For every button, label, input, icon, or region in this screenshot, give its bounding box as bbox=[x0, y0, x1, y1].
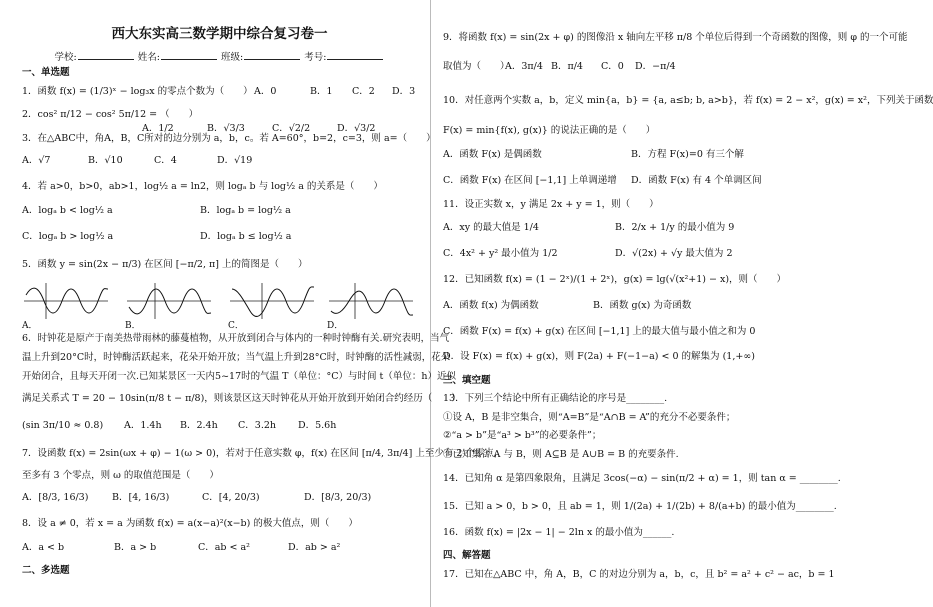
question-10-line-2: F(x) = min{f(x), g(x)} 的说法正确的是（ ） bbox=[443, 125, 656, 136]
q7-option-a[interactable]: A．[8/3, 16/3) bbox=[22, 492, 89, 503]
right-column bbox=[443, 0, 933, 607]
q2-option-b[interactable]: B．√3/3 bbox=[207, 123, 245, 134]
section-single-choice: 一、单选题 bbox=[22, 67, 70, 78]
q8-option-a[interactable]: A．a < b bbox=[22, 542, 65, 553]
school-label: 学校: bbox=[54, 52, 77, 63]
q4-option-a[interactable]: A．logₐ b < log½ a bbox=[22, 205, 113, 216]
q12-option-b[interactable]: B．函数 g(x) 为奇函数 bbox=[593, 300, 692, 311]
q7-option-c[interactable]: C．[4, 20/3) bbox=[202, 492, 260, 503]
q3-option-b[interactable]: B．√10 bbox=[88, 155, 123, 166]
question-6-hint: (sin 3π/10 ≈ 0.8) bbox=[22, 420, 104, 431]
q4-option-d[interactable]: D．logₐ b ≤ log½ a bbox=[200, 231, 292, 242]
section-multiple-choice: 二、多选题 bbox=[22, 565, 70, 576]
q6-option-b[interactable]: B．2.4h bbox=[180, 420, 218, 431]
q12-option-a[interactable]: A．函数 f(x) 为偶函数 bbox=[443, 300, 539, 311]
question-6-line-2: 温上升到20°C时，时钟酶活跃起来，花朵开始开放；当气温上升到28°C时，时钟酶的活性减弱，花朵 bbox=[22, 352, 451, 363]
q2-option-c[interactable]: C．√2/2 bbox=[272, 123, 311, 134]
question-5: 5．函数 y = sin(2x − π/3) 在区间 [−π/2, π] 上的简图是（ ） bbox=[22, 259, 308, 270]
question-17: 17．已知在△ABC 中，角 A，B，C 的对边分别为 a，b，c，且 b² = a² + c² − ac，b = 1 bbox=[443, 569, 835, 580]
q1-option-d[interactable]: D．3 bbox=[392, 86, 416, 97]
class-blank[interactable] bbox=[244, 50, 300, 60]
school-blank[interactable] bbox=[78, 50, 134, 60]
question-7-line-2: 至多有 3 个零点，则 ω 的取值范围是（ ） bbox=[22, 470, 219, 481]
question-4: 4．若 a>0，b>0，ab>1，log½ a = ln2，则 logₐ b 与 log½ a 的关系是（ ） bbox=[22, 181, 383, 192]
q10-option-d[interactable]: D．函数 F(x) 有 4 个单调区间 bbox=[631, 175, 762, 186]
section-fill-in: 三、填空题 bbox=[443, 375, 491, 386]
exam-number-label: 考号: bbox=[304, 52, 327, 63]
q5-label-d: D． bbox=[327, 321, 344, 331]
sine-graph-b bbox=[125, 281, 213, 321]
q11-option-d[interactable]: D．√(2x) + √y 最大值为 2 bbox=[615, 248, 733, 259]
q6-option-d[interactable]: D．5.6h bbox=[298, 420, 337, 431]
q1-option-a[interactable]: A．0 bbox=[254, 86, 277, 97]
q11-option-a[interactable]: A．xy 的最大值是 1/4 bbox=[443, 222, 539, 233]
q13-statement-2: ②“a > b”是“a³ > b³”的必要条件”； bbox=[443, 430, 602, 441]
q13-statement-1: ①设 A，B 是非空集合，则“A=B”是“A∩B = A”的充分不必要条件； bbox=[443, 412, 736, 423]
sine-graph-a bbox=[22, 281, 110, 321]
q5-label-b: B． bbox=[125, 321, 141, 331]
q12-option-c[interactable]: C．函数 F(x) = f(x) + g(x) 在区间 [−1,1] 上的最大值与最小值之和为 0 bbox=[443, 326, 756, 337]
question-6-line-3: 开始闭合，且每天开闭一次.已知某景区一天内5~17时的气温 T（单位：°C）与时间 t（单位：h）近似 bbox=[22, 371, 456, 382]
q8-option-d[interactable]: D．ab > a² bbox=[288, 542, 341, 553]
q5-graph-b[interactable] bbox=[125, 281, 213, 331]
exam-number-blank[interactable] bbox=[327, 50, 383, 60]
question-11: 11．设正实数 x，y 满足 2x + y = 1，则（ ） bbox=[443, 199, 659, 210]
q5-label-c: C． bbox=[228, 321, 244, 331]
question-9-line-1: 9．将函数 f(x) = sin(2x + φ) 的图像沿 x 轴向左平移 π/8 个单位后得到一个奇函数的图像，则 φ 的一个可能 bbox=[443, 32, 908, 43]
q5-graphs bbox=[22, 281, 417, 331]
q4-option-b[interactable]: B．logₐ b = log½ a bbox=[200, 205, 291, 216]
q1-option-b[interactable]: B．1 bbox=[310, 86, 333, 97]
question-6-line-1: 6．时钟花是原产于南美热带雨林的藤蔓植物，从开放到闭合与体内的一种时钟酶有关.研究表明，当气 bbox=[22, 333, 450, 344]
q2-option-a[interactable]: A．1/2 bbox=[142, 123, 174, 134]
q7-option-d[interactable]: D．[8/3, 20/3) bbox=[304, 492, 372, 503]
q9-option-b[interactable]: B．π/4 bbox=[551, 61, 583, 72]
q9-option-d[interactable]: D．−π/4 bbox=[635, 61, 676, 72]
q12-option-d[interactable]: D．设 F(x) = f(x) + g(x)，则 F(2a) + F(−1−a) < 0 的解集为 (1,+∞) bbox=[443, 351, 755, 362]
q9-option-a[interactable]: A．3π/4 bbox=[505, 61, 543, 72]
q8-option-c[interactable]: C．ab < a² bbox=[198, 542, 250, 553]
sine-graph-c bbox=[228, 281, 316, 321]
question-8: 8．设 a ≠ 0，若 x = a 为函数 f(x) = a(x−a)²(x−b) 的极大值点，则（ ） bbox=[22, 518, 358, 529]
q13-statement-3: ③已知集合 A 与 B，则 A⊆B 是 A∪B = B 的充要条件. bbox=[443, 449, 679, 460]
question-15: 15．已知 a > 0，b > 0，且 ab = 1，则 1/(2a) + 1/(2b) + 8/(a+b) 的最小值为________. bbox=[443, 501, 837, 512]
q5-graph-a[interactable] bbox=[22, 281, 110, 331]
q11-option-b[interactable]: B．2/x + 1/y 的最小值为 9 bbox=[615, 222, 735, 233]
question-7-line-1: 7．设函数 f(x) = 2sin(ωx + φ) − 1(ω > 0)，若对于任意实数 φ，f(x) 在区间 [π/4, 3π/4] 上至少有 2 个零点， bbox=[22, 448, 504, 459]
question-9-line-2: 取值为（ ） bbox=[443, 61, 510, 72]
q5-graph-d[interactable] bbox=[327, 281, 415, 331]
column-divider bbox=[430, 0, 431, 607]
question-16: 16．函数 f(x) = |2x − 1| − 2ln x 的最小值为______. bbox=[443, 527, 675, 538]
question-10-line-1: 10．对任意两个实数 a，b，定义 min{a，b} = {a, a≤b; b, a>b}，若 f(x) = 2 − x²，g(x) = x²，下列关于函数 bbox=[443, 95, 933, 106]
name-label: 姓名: bbox=[137, 52, 160, 63]
q7-option-b[interactable]: B．[4, 16/3) bbox=[112, 492, 170, 503]
question-13: 13．下列三个结论中所有正确结论的序号是________. bbox=[443, 393, 668, 404]
q5-label-a: A． bbox=[22, 321, 38, 331]
question-12: 12．已知函数 f(x) = (1 − 2ˣ)/(1 + 2ˣ)，g(x) = lg(√(x²+1) − x)，则（ ） bbox=[443, 274, 787, 285]
q3-option-d[interactable]: D．√19 bbox=[217, 155, 253, 166]
q8-option-b[interactable]: B．a > b bbox=[114, 542, 157, 553]
q6-option-c[interactable]: C．3.2h bbox=[238, 420, 276, 431]
q4-option-c[interactable]: C．logₐ b > log½ a bbox=[22, 231, 114, 242]
q1-option-c[interactable]: C．2 bbox=[352, 86, 375, 97]
q10-option-a[interactable]: A．函数 F(x) 是偶函数 bbox=[443, 149, 542, 160]
q6-option-a[interactable]: A．1.4h bbox=[124, 420, 162, 431]
q5-graph-c[interactable] bbox=[228, 281, 316, 331]
section-answer: 四、解答题 bbox=[443, 550, 491, 561]
question-2: 2．cos² π/12 − cos² 5π/12 = （ ） bbox=[22, 109, 199, 120]
q10-option-c[interactable]: C．函数 F(x) 在区间 [−1,1] 上单调递增 bbox=[443, 175, 617, 186]
q3-option-c[interactable]: C．4 bbox=[154, 155, 177, 166]
page-title: 西大东实高三数学期中综合复习卷一 bbox=[111, 26, 328, 42]
q11-option-c[interactable]: C．4x² + y² 最小值为 1/2 bbox=[443, 248, 558, 259]
q10-option-b[interactable]: B．方程 F(x)=0 有三个解 bbox=[631, 149, 744, 160]
q9-option-c[interactable]: C．0 bbox=[601, 61, 624, 72]
question-3: 3．在△ABC中，角A，B，C所对的边分别为 a，b，c。若 A=60°，b=2，c=3，则 a=（ ） bbox=[22, 133, 436, 144]
question-1: 1．函数 f(x) = (1/3)ˣ − log₃x 的零点个数为（ ） bbox=[22, 86, 253, 97]
class-label: 班级: bbox=[221, 52, 244, 63]
question-6-line-4: 满足关系式 T = 20 − 10sin(π/8 t − π/8)，则该景区这天时钟花从开始开放到开始闭合约经历（ ） bbox=[22, 393, 461, 404]
q2-option-d[interactable]: D．√3/2 bbox=[337, 123, 376, 134]
question-14: 14．已知角 α 是第四象限角，且满足 3cos(−α) − sin(π/2 + α) = 1，则 tan α = ________. bbox=[443, 473, 841, 484]
name-blank[interactable] bbox=[161, 50, 217, 60]
q3-option-a[interactable]: A．√7 bbox=[22, 155, 51, 166]
student-info-line bbox=[22, 49, 417, 63]
sine-graph-d bbox=[327, 281, 415, 321]
